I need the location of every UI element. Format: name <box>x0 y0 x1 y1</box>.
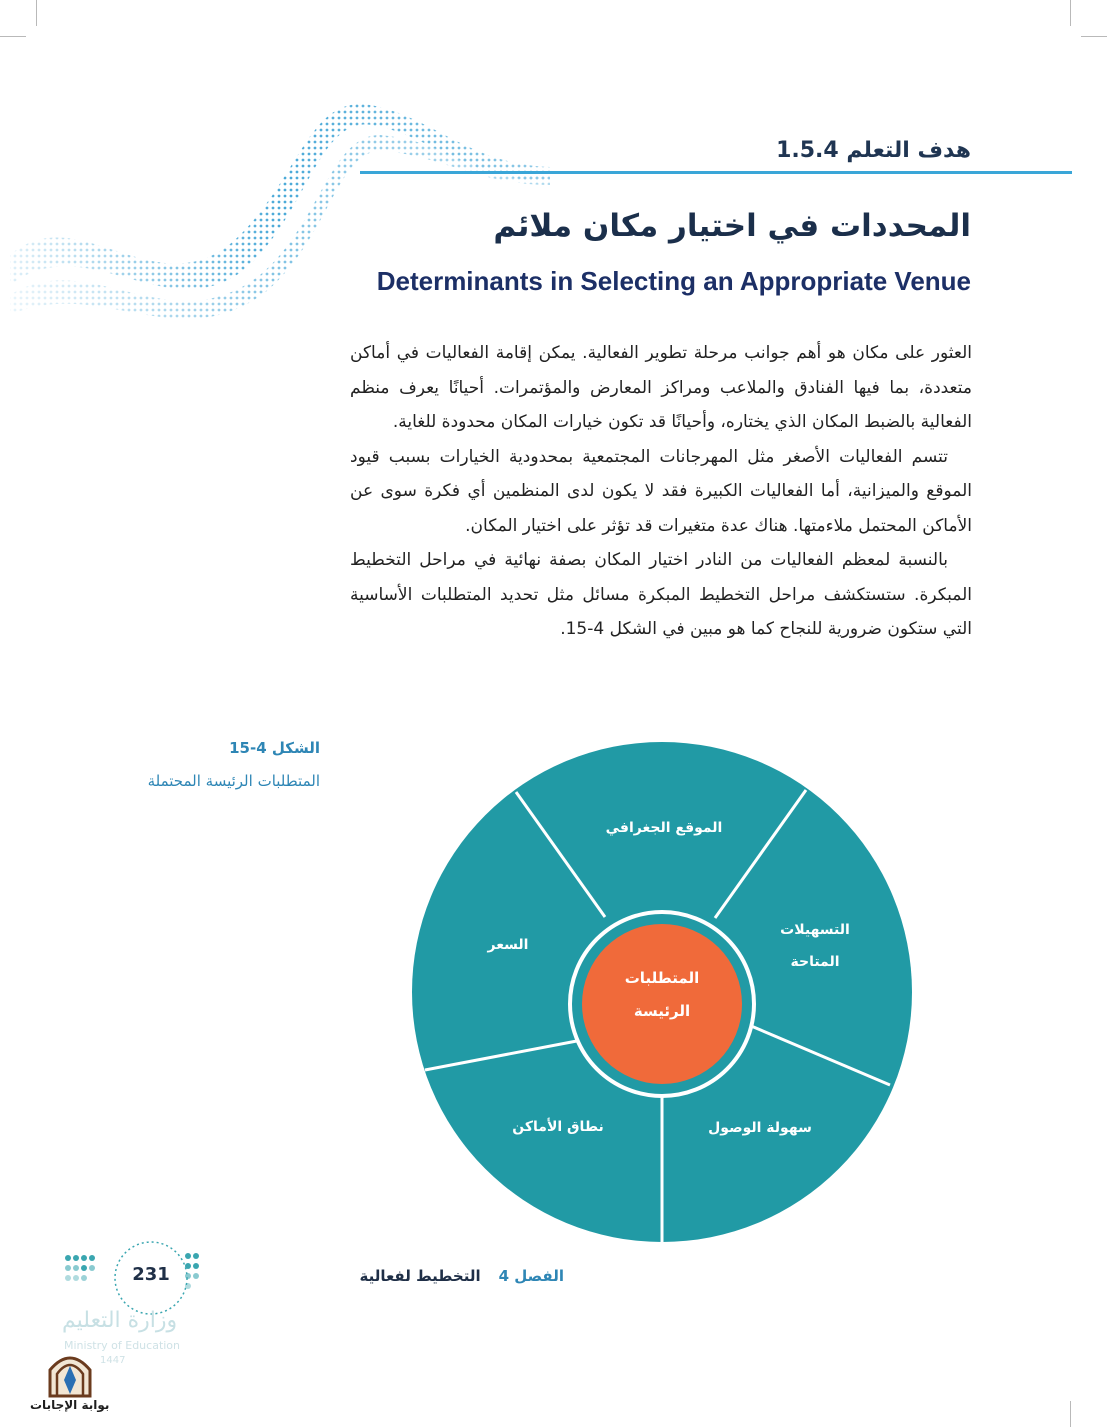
ministry-name-arabic: وزارة التعليم <box>62 1308 178 1333</box>
paragraph-3: بالنسبة لمعظم الفعاليات من النادر اختيار المكان بصفة نهائية في مراحل التخطيط المبكرة. ستستكشف مراحل التخطيط المبكرة مسائل مثل تحديد المتطلبات الأساسية التي ستكون ضرورية للنجاح كما هو مبين في الشكل 4-15. <box>350 550 972 639</box>
ministry-year: 1447 <box>100 1355 126 1366</box>
chapter-title: التخطيط لفعالية <box>359 1267 481 1285</box>
segment-label-price: السعر <box>487 937 529 953</box>
page-number: 231 <box>132 1264 170 1285</box>
footer-chapter <box>359 1267 564 1285</box>
segment-label-access: سهولة الوصول <box>708 1120 812 1136</box>
objective-divider <box>360 171 1072 174</box>
body-text <box>350 336 972 647</box>
center-label-line2: الرئيسة <box>633 1002 691 1020</box>
segment-label-facilities-1: التسهيلات <box>780 922 850 938</box>
ministry-name-english: Ministry of Education <box>64 1339 181 1352</box>
paragraph-2: تتسم الفعاليات الأصغر مثل المهرجانات المجتمعية بمحدودية الخيارات بسبب قيود الموقع والميزانية، أما الفعاليات الكبيرة فقد لا يكون لدى المنظمين أي فكرة سوى عن الأماكن المحتمل ملاءمتها. هناك عدة متغيرات قد تؤثر على اختيار المكان. <box>350 446 972 536</box>
crop-mark <box>1081 36 1107 37</box>
watermark-text: بوابة الإجابات <box>30 1398 110 1412</box>
section-title-arabic: المحددات في اختيار مكان ملائم <box>493 208 971 244</box>
figure-caption <box>140 732 320 798</box>
segment-label-facilities-2: المتاحة <box>790 954 840 970</box>
crop-mark <box>36 0 37 26</box>
center-label-line1: المتطلبات <box>624 969 700 987</box>
section-title-english: Determinants in Selecting an Appropriate Venue <box>376 266 971 296</box>
requirements-diagram <box>410 740 914 1244</box>
crop-mark <box>0 36 26 37</box>
learning-objective: هدف التعلم 1.5.4 <box>776 138 971 163</box>
figure-caption-text: المتطلبات الرئيسة المحتملة <box>147 772 320 790</box>
segment-label-range: نطاق الأماكن <box>512 1119 604 1135</box>
crop-mark <box>1070 1401 1071 1427</box>
crop-mark <box>1070 0 1071 26</box>
figure-number: الشكل 4-15 <box>229 739 320 757</box>
chapter-number: الفصل 4 <box>498 1267 564 1285</box>
watermark-logo-icon <box>44 1348 96 1400</box>
paragraph-1: العثور على مكان هو أهم جوانب مرحلة تطوير الفعالية. يمكن إقامة الفعاليات في أماكن متعددة، بما فيها الفنادق والملاعب ومراكز المعارض والمؤتمرات. أحيانًا يعرف منظم الفعالية بالضبط المكان الذي يختاره، وأحيانًا قد تكون خيارات المكان محدودة للغاية. <box>350 343 972 432</box>
segment-label-location: الموقع الجغرافي <box>605 820 723 836</box>
